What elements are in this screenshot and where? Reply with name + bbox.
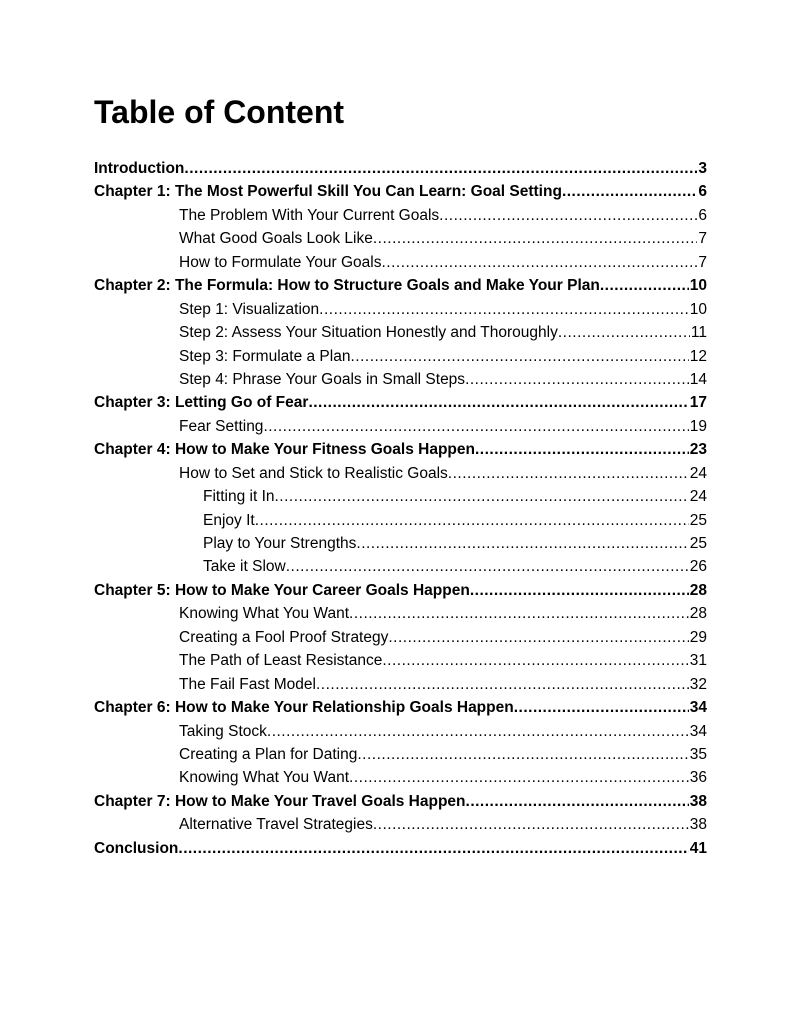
toc-dot-leader	[466, 790, 689, 813]
toc-entry-section[interactable]	[94, 462, 707, 485]
toc-entry-section[interactable]	[94, 204, 707, 227]
toc-entry-title: Fear Setting	[179, 417, 264, 435]
toc-entry-title: Alternative Travel Strategies	[179, 816, 373, 834]
toc-page-number: 31	[689, 652, 707, 670]
toc-dot-leader	[448, 462, 689, 485]
toc-page-number: 3	[698, 160, 707, 177]
toc-entry-subsection[interactable]	[94, 509, 707, 532]
toc-dot-leader	[600, 274, 689, 297]
toc-dot-leader	[349, 602, 689, 625]
toc-entry-section[interactable]	[94, 626, 707, 649]
toc-page-number: 41	[689, 839, 707, 857]
toc-entry-title: Chapter 6: How to Make Your Relationship Goals Happen	[94, 699, 514, 717]
toc-entry-title: How to Set and Stick to Realistic Goals	[179, 464, 448, 482]
toc-entry-section[interactable]	[94, 251, 707, 274]
toc-entry-title: How to Formulate Your Goals	[179, 253, 382, 271]
toc-dot-leader	[470, 579, 689, 602]
toc-page-number: 36	[689, 769, 707, 787]
toc-entry-section[interactable]	[94, 602, 707, 625]
toc-entry-section[interactable]	[94, 720, 707, 743]
table-of-contents	[94, 157, 707, 860]
toc-dot-leader	[357, 743, 688, 766]
toc-page-number: 6	[698, 183, 707, 201]
toc-entry-title: The Fail Fast Model	[179, 675, 316, 693]
toc-entry-title: Fitting it In	[203, 488, 275, 506]
toc-dot-leader	[373, 227, 698, 250]
toc-dot-leader	[558, 321, 690, 344]
toc-page-number: 14	[689, 370, 707, 388]
toc-dot-leader	[382, 649, 688, 672]
toc-page-number: 38	[689, 816, 707, 834]
toc-entry-section[interactable]	[94, 766, 707, 789]
toc-entry-title: Creating a Plan for Dating	[179, 745, 358, 763]
toc-entry-chapter[interactable]	[94, 157, 707, 180]
toc-entry-section[interactable]	[94, 345, 707, 368]
toc-dot-leader	[475, 438, 689, 461]
toc-page-number: 10	[689, 300, 707, 318]
toc-entry-title: The Problem With Your Current Goals	[179, 206, 440, 224]
toc-page-number: 6	[698, 206, 707, 224]
toc-page-number: 24	[689, 464, 707, 482]
toc-entry-section[interactable]	[94, 649, 707, 672]
toc-entry-chapter[interactable]	[94, 579, 707, 602]
toc-page-number: 29	[689, 628, 707, 646]
toc-entry-section[interactable]	[94, 415, 707, 438]
toc-dot-leader	[316, 673, 689, 696]
toc-page-number: 35	[689, 745, 707, 763]
toc-dot-leader	[356, 532, 688, 555]
toc-entry-title: Step 3: Formulate a Plan	[179, 347, 351, 365]
toc-page-number: 17	[689, 394, 707, 412]
toc-entry-section[interactable]	[94, 298, 707, 321]
toc-entry-title: Enjoy It	[203, 511, 255, 529]
toc-dot-leader	[381, 251, 697, 274]
toc-page-number: 12	[689, 347, 707, 365]
toc-dot-leader	[275, 485, 689, 508]
toc-entry-subsection[interactable]	[94, 532, 707, 555]
toc-page-number: 7	[698, 253, 707, 271]
toc-entry-title: Knowing What You Want	[179, 605, 350, 623]
toc-entry-title: Introduction	[94, 160, 185, 177]
toc-entry-subsection[interactable]	[94, 485, 707, 508]
toc-page-number: 28	[689, 605, 707, 623]
toc-page-number: 10	[689, 277, 707, 295]
toc-page-number: 28	[689, 581, 707, 599]
toc-dot-leader	[319, 298, 689, 321]
toc-entry-section[interactable]	[94, 743, 707, 766]
toc-dot-leader	[308, 391, 688, 414]
toc-entry-chapter[interactable]	[94, 391, 707, 414]
toc-entry-title: Creating a Fool Proof Strategy	[179, 628, 389, 646]
toc-entry-title: Step 2: Assess Your Situation Honestly and Thoroughly	[179, 324, 558, 342]
toc-dot-leader	[465, 368, 689, 391]
toc-page-number: 19	[689, 417, 707, 435]
toc-entry-chapter[interactable]	[94, 274, 707, 297]
toc-dot-leader	[184, 157, 697, 180]
toc-entry-section[interactable]	[94, 368, 707, 391]
toc-dot-leader	[439, 204, 697, 227]
toc-dot-leader	[373, 813, 689, 836]
toc-entry-title: Chapter 3: Letting Go of Fear	[94, 394, 309, 412]
toc-entry-section[interactable]	[94, 227, 707, 250]
toc-entry-title: Chapter 5: How to Make Your Career Goals Happen	[94, 581, 470, 599]
toc-page-number: 11	[690, 324, 707, 342]
toc-page-number: 25	[689, 511, 707, 529]
toc-entry-chapter[interactable]	[94, 180, 707, 203]
toc-dot-leader	[255, 509, 689, 532]
toc-entry-chapter[interactable]	[94, 696, 707, 719]
toc-page-number: 32	[689, 675, 707, 693]
toc-entry-title: Chapter 2: The Formula: How to Structure Goals and Make Your Plan	[94, 277, 600, 295]
toc-entry-section[interactable]	[94, 321, 707, 344]
toc-entry-subsection[interactable]	[94, 555, 707, 578]
toc-page-number: 24	[689, 488, 707, 506]
toc-page-number: 26	[689, 558, 707, 576]
toc-entry-title: Step 4: Phrase Your Goals in Small Steps	[179, 370, 466, 388]
toc-dot-leader	[263, 415, 688, 438]
toc-dot-leader	[350, 345, 688, 368]
toc-dot-leader	[388, 626, 688, 649]
toc-entry-chapter[interactable]	[94, 790, 707, 813]
toc-entry-title: Play to Your Strengths	[203, 535, 357, 552]
page-title: Table of Content	[94, 94, 345, 130]
toc-page-number: 34	[689, 722, 707, 740]
toc-page-number: 7	[698, 230, 707, 248]
toc-entry-title: Taking Stock	[179, 722, 267, 740]
toc-entry-title: What Good Goals Look Like	[179, 230, 373, 248]
toc-entry-title: Take it Slow	[203, 558, 286, 576]
toc-dot-leader	[514, 696, 689, 719]
toc-dot-leader	[562, 180, 697, 203]
toc-entry-section[interactable]	[94, 673, 707, 696]
toc-entry-chapter[interactable]	[94, 837, 707, 860]
toc-entry-title: Chapter 1: The Most Powerful Skill You Can Learn: Goal Setting	[94, 183, 562, 201]
toc-dot-leader	[349, 766, 689, 789]
toc-entry-section[interactable]	[94, 813, 707, 836]
toc-entry-title: Chapter 4: How to Make Your Fitness Goals Happen	[94, 441, 475, 459]
toc-page-number: 34	[689, 699, 707, 717]
toc-page-number: 25	[689, 535, 707, 552]
toc-dot-leader	[178, 837, 688, 860]
toc-entry-title: Conclusion	[94, 839, 179, 857]
toc-entry-chapter[interactable]	[94, 438, 707, 461]
toc-entry-title: Step 1: Visualization	[179, 300, 320, 318]
toc-entry-title: Knowing What You Want	[179, 769, 350, 787]
toc-entry-title: Chapter 7: How to Make Your Travel Goals Happen	[94, 792, 466, 810]
toc-entry-title: The Path of Least Resistance	[179, 652, 383, 670]
toc-page-number: 38	[689, 792, 707, 810]
toc-page-number: 23	[689, 441, 707, 459]
toc-dot-leader	[267, 720, 689, 743]
toc-dot-leader	[286, 555, 689, 578]
